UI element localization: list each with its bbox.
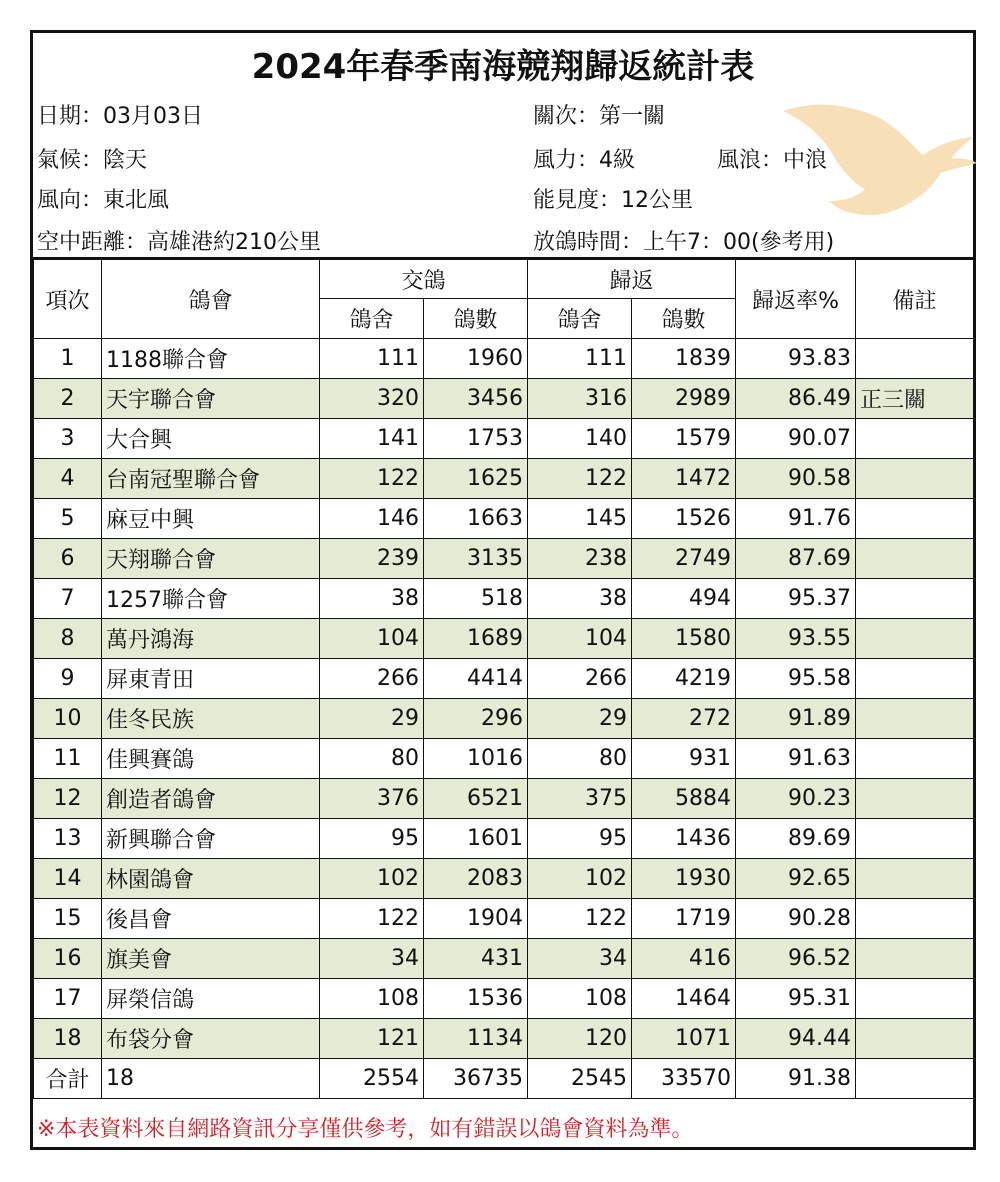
cell-club: 1257聯合會 (102, 579, 320, 619)
cell-rate: 87.69 (736, 539, 856, 579)
cell-returned-birds: 494 (632, 579, 736, 619)
cell-returned-lofts: 80 (528, 739, 632, 779)
info-waves: 風浪：中浪 (717, 148, 828, 173)
cell-remarks (856, 419, 974, 459)
cell-submitted-birds: 431 (424, 939, 528, 979)
cell-submitted-birds: 1960 (424, 339, 528, 379)
cell-remarks (856, 899, 974, 939)
cell-submitted-lofts: 121 (320, 1019, 424, 1059)
cell-remarks (856, 659, 974, 699)
cell-remarks (856, 979, 974, 1019)
cell-club: 天翔聯合會 (102, 539, 320, 579)
cell-returned-birds: 272 (632, 699, 736, 739)
cell-returned-birds: 5884 (632, 779, 736, 819)
cell-index: 11 (34, 739, 102, 779)
cell-rate: 93.83 (736, 339, 856, 379)
cell-returned-birds: 1930 (632, 859, 736, 899)
cell-submitted-lofts: 104 (320, 619, 424, 659)
table-row (34, 779, 974, 819)
cell-club: 大合興 (102, 419, 320, 459)
cell-submitted-lofts: 376 (320, 779, 424, 819)
cell-remarks (856, 579, 974, 619)
cell-index: 2 (34, 379, 102, 419)
cell-returned-lofts: 111 (528, 339, 632, 379)
cell-submitted-birds: 3135 (424, 539, 528, 579)
header-submitted: 交鴿 (320, 259, 528, 299)
cell-submitted-lofts: 146 (320, 499, 424, 539)
cell-rate: 90.58 (736, 459, 856, 499)
cell-returned-lofts: 102 (528, 859, 632, 899)
cell-remarks: 正三關 (856, 379, 974, 419)
total-submitted-birds: 36735 (424, 1059, 528, 1099)
cell-returned-birds: 1839 (632, 339, 736, 379)
cell-index: 18 (34, 1019, 102, 1059)
cell-club: 台南冠聖聯合會 (102, 459, 320, 499)
cell-submitted-birds: 1625 (424, 459, 528, 499)
cell-submitted-birds: 1536 (424, 979, 528, 1019)
cell-returned-birds: 1071 (632, 1019, 736, 1059)
cell-club: 佳興賽鴿 (102, 739, 320, 779)
header-remarks: 備註 (856, 259, 974, 339)
cell-index: 17 (34, 979, 102, 1019)
total-rate: 91.38 (736, 1059, 856, 1099)
cell-index: 7 (34, 579, 102, 619)
cell-remarks (856, 939, 974, 979)
cell-submitted-birds: 1601 (424, 819, 528, 859)
cell-submitted-birds: 296 (424, 699, 528, 739)
cell-submitted-lofts: 38 (320, 579, 424, 619)
cell-rate: 91.76 (736, 499, 856, 539)
info-stage: 關次：第一關 (533, 104, 666, 129)
cell-submitted-birds: 1016 (424, 739, 528, 779)
info-wind-direction: 風向：東北風 (37, 188, 170, 213)
cell-returned-birds: 1464 (632, 979, 736, 1019)
header-index: 項次 (34, 259, 102, 339)
stats-sheet (30, 30, 976, 1150)
cell-returned-lofts: 238 (528, 539, 632, 579)
cell-rate: 95.31 (736, 979, 856, 1019)
cell-returned-lofts: 29 (528, 699, 632, 739)
cell-club: 天宇聯合會 (102, 379, 320, 419)
cell-club: 麻豆中興 (102, 499, 320, 539)
page-title: 2024年春季南海競翔歸返統計表 (251, 47, 755, 87)
cell-returned-lofts: 122 (528, 459, 632, 499)
header-club: 鴿會 (102, 259, 320, 339)
info-release-time: 放鴿時間：上午7：00(參考用) (533, 230, 835, 255)
cell-returned-birds: 1719 (632, 899, 736, 939)
cell-returned-birds: 4219 (632, 659, 736, 699)
cell-submitted-birds: 6521 (424, 779, 528, 819)
info-wind-force: 風力：4級 (533, 148, 635, 173)
cell-submitted-lofts: 141 (320, 419, 424, 459)
cell-club: 屏榮信鴿 (102, 979, 320, 1019)
cell-rate: 93.55 (736, 619, 856, 659)
cell-submitted-lofts: 122 (320, 459, 424, 499)
cell-club: 創造者鴿會 (102, 779, 320, 819)
cell-index: 6 (34, 539, 102, 579)
table-row (34, 699, 974, 739)
cell-submitted-lofts: 108 (320, 979, 424, 1019)
cell-submitted-lofts: 122 (320, 899, 424, 939)
cell-remarks (856, 739, 974, 779)
cell-rate: 91.89 (736, 699, 856, 739)
table-row (34, 659, 974, 699)
header-returned-lofts: 鴿舍 (528, 299, 632, 339)
cell-rate: 90.23 (736, 779, 856, 819)
cell-rate: 86.49 (736, 379, 856, 419)
cell-index: 10 (34, 699, 102, 739)
cell-returned-lofts: 375 (528, 779, 632, 819)
cell-submitted-birds: 518 (424, 579, 528, 619)
cell-returned-lofts: 120 (528, 1019, 632, 1059)
cell-index: 12 (34, 779, 102, 819)
cell-submitted-birds: 1753 (424, 419, 528, 459)
info-visibility: 能見度：12公里 (533, 188, 693, 213)
cell-index: 3 (34, 419, 102, 459)
cell-remarks (856, 539, 974, 579)
cell-club: 萬丹鴻海 (102, 619, 320, 659)
cell-submitted-lofts: 80 (320, 739, 424, 779)
cell-returned-birds: 1580 (632, 619, 736, 659)
cell-rate: 95.58 (736, 659, 856, 699)
table-row (34, 899, 974, 939)
cell-returned-lofts: 34 (528, 939, 632, 979)
cell-club: 後昌會 (102, 899, 320, 939)
cell-submitted-birds: 4414 (424, 659, 528, 699)
cell-returned-birds: 1526 (632, 499, 736, 539)
table-row (34, 859, 974, 899)
info-weather: 氣候：陰天 (37, 148, 148, 173)
header-rate: 歸返率% (736, 259, 856, 339)
cell-submitted-lofts: 239 (320, 539, 424, 579)
cell-returned-birds: 1579 (632, 419, 736, 459)
cell-submitted-birds: 1689 (424, 619, 528, 659)
cell-rate: 96.52 (736, 939, 856, 979)
cell-rate: 91.63 (736, 739, 856, 779)
total-label: 合計 (34, 1059, 102, 1099)
cell-club: 新興聯合會 (102, 819, 320, 859)
cell-submitted-lofts: 266 (320, 659, 424, 699)
cell-submitted-birds: 3456 (424, 379, 528, 419)
table-row (34, 619, 974, 659)
cell-returned-lofts: 145 (528, 499, 632, 539)
cell-rate: 92.65 (736, 859, 856, 899)
cell-club: 屏東青田 (102, 659, 320, 699)
table-row (34, 459, 974, 499)
cell-club: 1188聯合會 (102, 339, 320, 379)
table-row (34, 499, 974, 539)
cell-returned-lofts: 266 (528, 659, 632, 699)
cell-index: 15 (34, 899, 102, 939)
header-submitted-birds: 鴿數 (424, 299, 528, 339)
cell-returned-lofts: 108 (528, 979, 632, 1019)
cell-index: 9 (34, 659, 102, 699)
table-row (34, 339, 974, 379)
info-date: 日期：03月03日 (37, 104, 203, 129)
table-row (34, 979, 974, 1019)
total-returned-birds: 33570 (632, 1059, 736, 1099)
cell-returned-lofts: 104 (528, 619, 632, 659)
cell-index: 8 (34, 619, 102, 659)
cell-returned-lofts: 38 (528, 579, 632, 619)
cell-remarks (856, 459, 974, 499)
table-row (34, 1019, 974, 1059)
header-submitted-lofts: 鴿舍 (320, 299, 424, 339)
cell-rate: 90.07 (736, 419, 856, 459)
cell-club: 林園鴿會 (102, 859, 320, 899)
cell-rate: 94.44 (736, 1019, 856, 1059)
cell-submitted-lofts: 102 (320, 859, 424, 899)
cell-returned-lofts: 122 (528, 899, 632, 939)
cell-submitted-lofts: 111 (320, 339, 424, 379)
cell-returned-birds: 2749 (632, 539, 736, 579)
cell-submitted-birds: 1663 (424, 499, 528, 539)
cell-submitted-birds: 1134 (424, 1019, 528, 1059)
header-returned-birds: 鴿數 (632, 299, 736, 339)
cell-returned-lofts: 95 (528, 819, 632, 859)
total-row (34, 1059, 974, 1099)
cell-submitted-lofts: 95 (320, 819, 424, 859)
cell-returned-birds: 2989 (632, 379, 736, 419)
info-distance: 空中距離：高雄港約210公里 (37, 230, 321, 255)
total-submitted-lofts: 2554 (320, 1059, 424, 1099)
table-row (34, 419, 974, 459)
table-row (34, 819, 974, 859)
cell-remarks (856, 339, 974, 379)
cell-remarks (856, 779, 974, 819)
cell-returned-lofts: 140 (528, 419, 632, 459)
cell-submitted-lofts: 34 (320, 939, 424, 979)
cell-index: 1 (34, 339, 102, 379)
cell-returned-birds: 1436 (632, 819, 736, 859)
cell-remarks (856, 859, 974, 899)
cell-returned-lofts: 316 (528, 379, 632, 419)
table-row (34, 379, 974, 419)
cell-submitted-lofts: 29 (320, 699, 424, 739)
table-row (34, 939, 974, 979)
total-remarks (856, 1059, 974, 1099)
cell-remarks (856, 1019, 974, 1059)
cell-remarks (856, 619, 974, 659)
total-count: 18 (102, 1059, 320, 1099)
header-returned: 歸返 (528, 259, 736, 299)
cell-rate: 90.28 (736, 899, 856, 939)
footer-disclaimer: ※本表資料來自網路資訊分享僅供參考，如有錯誤以鴿會資料為準。 (37, 1117, 694, 1142)
cell-returned-birds: 1472 (632, 459, 736, 499)
cell-remarks (856, 819, 974, 859)
table-row (34, 539, 974, 579)
cell-rate: 95.37 (736, 579, 856, 619)
cell-submitted-lofts: 320 (320, 379, 424, 419)
table-body (34, 339, 974, 1059)
cell-club: 布袋分會 (102, 1019, 320, 1059)
cell-rate: 89.69 (736, 819, 856, 859)
cell-remarks (856, 499, 974, 539)
cell-index: 5 (34, 499, 102, 539)
cell-index: 16 (34, 939, 102, 979)
cell-returned-birds: 416 (632, 939, 736, 979)
table-row (34, 579, 974, 619)
cell-index: 13 (34, 819, 102, 859)
cell-returned-birds: 931 (632, 739, 736, 779)
cell-remarks (856, 699, 974, 739)
cell-club: 佳冬民族 (102, 699, 320, 739)
total-returned-lofts: 2545 (528, 1059, 632, 1099)
table-row (34, 739, 974, 779)
cell-club: 旗美會 (102, 939, 320, 979)
returns-table (33, 257, 974, 1099)
cell-index: 4 (34, 459, 102, 499)
cell-submitted-birds: 2083 (424, 859, 528, 899)
cell-index: 14 (34, 859, 102, 899)
cell-submitted-birds: 1904 (424, 899, 528, 939)
